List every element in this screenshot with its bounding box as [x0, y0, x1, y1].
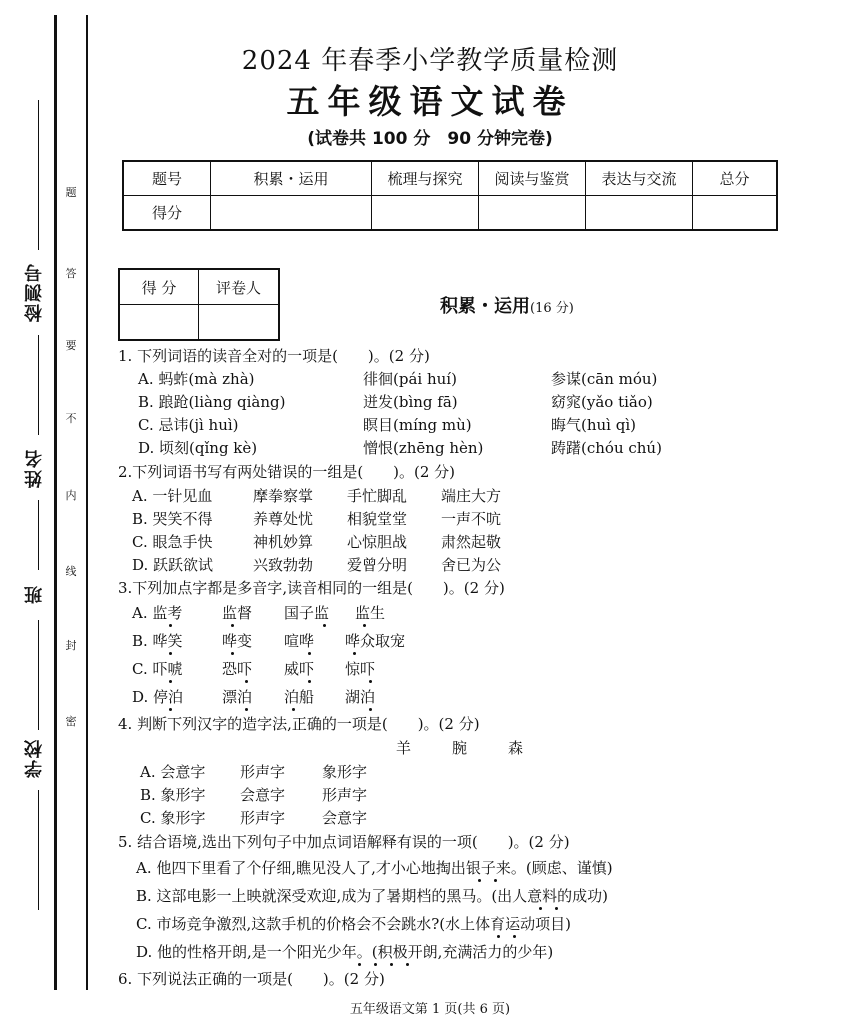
- q3-option-c-4: 惊吓: [345, 660, 376, 678]
- emphasis-dot: [406, 963, 409, 966]
- q5-option-b: B. 这部电影一上映就深受欢迎,成为了暑期档的黑马。(出人意料的成功): [136, 887, 609, 905]
- page-footer: 五年级语文第 1 页(共 6 页): [349, 1002, 511, 1017]
- q1-option-a-1: A. 蚂蚱(mà zhà): [138, 370, 255, 388]
- q3-option-d-2: 漂泊: [222, 688, 253, 706]
- score-header-cell: 积累・运用: [211, 161, 372, 196]
- q3-option-c-3: 威吓: [284, 660, 315, 678]
- binding-line-outer: [54, 15, 57, 990]
- emphasis-dot: [497, 935, 500, 938]
- q4-option-a-1: A. 会意字: [140, 763, 206, 781]
- q1-option-b-3: 窈窕(yǎo tiǎo): [551, 393, 653, 411]
- q1-option-b-1: B. 踉跄(liàng qiàng): [138, 393, 286, 411]
- q5-option-c: C. 市场竞争激烈,这款手机的价格会不会跳水?(水上体育运动项目): [136, 915, 571, 933]
- side-field-school: 学校: [24, 738, 45, 778]
- question-3-stem: 3.下列加点字都是多音字,读音相同的一组是( )。(2 分): [118, 579, 505, 597]
- q2-option-d-4: 舍已为公: [441, 556, 502, 574]
- seal-char: 线: [65, 565, 77, 578]
- emphasis-dot: [169, 708, 172, 711]
- q4-char-3: 森: [508, 739, 524, 757]
- emphasis-dot: [513, 935, 516, 938]
- emphasis-dot: [363, 624, 366, 627]
- q4-char-1: 羊: [396, 739, 412, 757]
- score-table-header-row: [123, 161, 777, 196]
- score-cell[interactable]: [211, 196, 372, 231]
- seal-char: 内: [65, 489, 77, 502]
- seal-char: 要: [65, 339, 77, 352]
- binding-line-inner: [86, 15, 88, 990]
- emphasis-dot: [353, 652, 356, 655]
- emphasis-dot: [169, 652, 172, 655]
- section-points: (16 分): [530, 301, 574, 316]
- q2-option-d-2: 兴致勃勃: [253, 556, 314, 574]
- question-4-stem: 4. 判断下列汉字的造字法,正确的一项是( )。(2 分): [118, 715, 480, 733]
- emphasis-dot: [374, 963, 377, 966]
- emphasis-dot: [323, 624, 326, 627]
- q2-option-a-2: 摩拳察掌: [253, 487, 314, 505]
- q2-option-a-1: A. 一针见血: [132, 487, 213, 505]
- section-heading: [440, 292, 574, 318]
- q4-option-b-3: 形声字: [322, 786, 368, 804]
- emphasis-dot: [369, 680, 372, 683]
- grader-name-label: 评卷人: [199, 269, 280, 305]
- q4-option-b-1: B. 象形字: [140, 786, 206, 804]
- q1-option-d-3: 踌躇(chóu chú): [551, 439, 662, 457]
- q3-option-d-3: 泊船: [284, 688, 315, 706]
- emphasis-dot: [231, 652, 234, 655]
- q1-option-a-3: 参谋(cān móu): [551, 370, 658, 388]
- exam-title: 五年级语文试卷: [286, 82, 574, 121]
- emphasis-dot: [169, 624, 172, 627]
- q1-option-d-2: 憎恨(zhēng hèn): [363, 439, 484, 457]
- q5-option-d: D. 他的性格开朗,是一个阳光少年。(积极开朗,充满活力的少年): [136, 943, 554, 961]
- seal-char: 不: [65, 412, 77, 425]
- emphasis-dot: [292, 708, 295, 711]
- seal-char: 密: [65, 715, 77, 728]
- q4-option-b-2: 会意字: [240, 786, 286, 804]
- q2-option-d-3: 爱曾分明: [347, 556, 408, 574]
- q2-option-a-3: 手忙脚乱: [347, 487, 408, 505]
- grader-name-cell[interactable]: [199, 305, 280, 341]
- emphasis-dot: [494, 879, 497, 882]
- q3-option-a-3: 国子监: [284, 604, 330, 622]
- grader-score-label: 得 分: [119, 269, 199, 305]
- score-header-cell: 表达与交流: [586, 161, 693, 196]
- score-header-cell: 总分: [693, 161, 778, 196]
- emphasis-dot: [369, 708, 372, 711]
- side-rule-5: [38, 790, 39, 910]
- grader-score-cell[interactable]: [119, 305, 199, 341]
- q2-option-b-2: 养尊处忧: [253, 510, 314, 528]
- q3-option-b-2: 哗变: [222, 632, 253, 650]
- q1-option-b-2: 迸发(bìng fā): [363, 393, 458, 411]
- q2-option-c-4: 肃然起敬: [441, 533, 502, 551]
- q5-option-a: A. 他四下里看了个仔细,瞧见没人了,才小心地掏出银子来。(顾虑、谨慎): [136, 859, 613, 877]
- q4-option-c-3: 会意字: [322, 809, 368, 827]
- side-rule-2: [38, 335, 39, 435]
- q3-option-b-4: 哗众取宠: [345, 632, 406, 650]
- question-5-stem: 5. 结合语境,选出下列句子中加点词语解释有误的一项( )。(2 分): [118, 833, 570, 851]
- q3-option-c-1: C. 吓唬: [132, 660, 183, 678]
- score-row-label: 得分: [123, 196, 211, 231]
- q2-option-b-3: 相貌堂堂: [347, 510, 408, 528]
- score-cell[interactable]: [479, 196, 586, 231]
- q2-option-b-4: 一声不吭: [441, 510, 502, 528]
- side-field-name: 姓名: [24, 448, 45, 488]
- q2-option-a-4: 端庄大方: [441, 487, 502, 505]
- grader-box: [118, 268, 280, 341]
- q4-char-2: 腕: [452, 739, 468, 757]
- score-header-cell: 题号: [123, 161, 211, 196]
- emphasis-dot: [245, 680, 248, 683]
- q4-option-a-2: 形声字: [240, 763, 286, 781]
- q3-option-a-1: A. 监考: [132, 604, 183, 622]
- q1-option-c-3: 晦气(huì qì): [551, 416, 636, 434]
- score-header-cell: 梳理与探究: [372, 161, 479, 196]
- question-1-stem: 1. 下列词语的读音全对的一项是( )。(2 分): [118, 347, 430, 365]
- q2-option-b-1: B. 哭笑不得: [132, 510, 213, 528]
- emphasis-dot: [358, 963, 361, 966]
- q1-option-a-2: 徘徊(pái huí): [363, 370, 457, 388]
- q1-option-c-2: 瞑目(míng mù): [363, 416, 472, 434]
- score-cell[interactable]: [693, 196, 778, 231]
- q4-option-c-2: 形声字: [240, 809, 286, 827]
- side-field-class: 班: [24, 584, 45, 604]
- score-cell[interactable]: [372, 196, 479, 231]
- q4-option-a-3: 象形字: [322, 763, 368, 781]
- exam-subtitle: 2024 年春季小学教学质量检测: [241, 46, 619, 76]
- side-field-exam-number: 检测号: [24, 262, 45, 322]
- emphasis-dot: [539, 907, 542, 910]
- q1-option-c-1: C. 忌讳(jì huì): [138, 416, 239, 434]
- q3-option-a-4: 监生: [355, 604, 386, 622]
- question-6-stem: 6. 下列说法正确的一项是( )。(2 分): [118, 970, 385, 988]
- side-rule-3: [38, 500, 39, 570]
- q2-option-c-3: 心惊胆战: [347, 533, 408, 551]
- side-rule-4: [38, 620, 39, 730]
- emphasis-dot: [390, 963, 393, 966]
- exam-info: (试卷共 100 分 90 分钟完卷): [307, 129, 553, 149]
- emphasis-dot: [169, 680, 172, 683]
- q2-option-c-1: C. 眼急手快: [132, 533, 213, 551]
- q4-option-c-1: C. 象形字: [140, 809, 206, 827]
- seal-char: 答: [65, 267, 77, 280]
- emphasis-dot: [308, 652, 311, 655]
- emphasis-dot: [308, 680, 311, 683]
- score-header-cell: 阅读与鉴赏: [479, 161, 586, 196]
- emphasis-dot: [478, 879, 481, 882]
- emphasis-dot: [245, 708, 248, 711]
- question-2-stem: 2.下列词语书写有两处错误的一组是( )。(2 分): [118, 463, 456, 481]
- q3-option-a-2: 监督: [222, 604, 253, 622]
- q3-option-b-3: 喧哗: [284, 632, 315, 650]
- q3-option-c-2: 恐吓: [222, 660, 253, 678]
- seal-char: 题: [65, 186, 77, 199]
- q2-option-d-1: D. 跃跃欲试: [132, 556, 214, 574]
- score-table-score-row: [123, 196, 777, 231]
- q1-option-d-1: D. 顷刻(qǐng kè): [138, 439, 258, 457]
- score-cell[interactable]: [586, 196, 693, 231]
- score-table: [122, 160, 778, 231]
- seal-char: 封: [65, 639, 77, 652]
- q3-option-d-4: 湖泊: [345, 688, 376, 706]
- emphasis-dot: [231, 624, 234, 627]
- emphasis-dot: [555, 907, 558, 910]
- q3-option-d-1: D. 停泊: [132, 688, 184, 706]
- section-title: 积累・运用: [440, 296, 530, 317]
- q2-option-c-2: 神机妙算: [253, 533, 314, 551]
- q3-option-b-1: B. 哗笑: [132, 632, 183, 650]
